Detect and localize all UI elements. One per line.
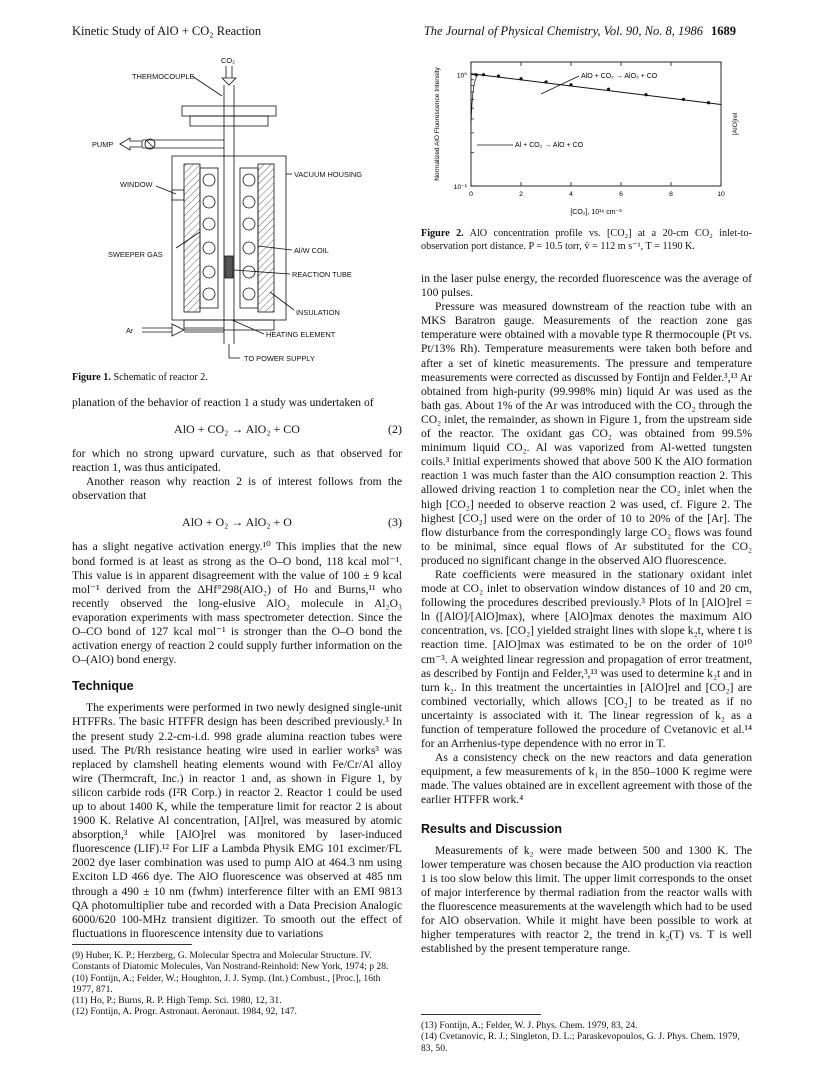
data-point	[644, 93, 647, 96]
equation-2	[72, 422, 402, 437]
data-point	[474, 73, 477, 76]
formation-curve	[471, 75, 479, 126]
running-head-left: Kinetic Study of AlO + CO₂ Reaction	[72, 24, 262, 38]
footnotes-left	[72, 950, 402, 1018]
paragraph-left-5: The experiments were performed in two newly designed single-unit HTFFRs. The basic HTFFR design has been described previously.³ In the present study 2.2-cm-i.d. 998 grade alumina reaction tubes were used. The Pt/Rh resistance heating wire used in earlier works³ was replaced by clamshell heating elements wound with Fe/Cr/Al alloy wire (Thermcraft, Inc.) in reactor 1 and, as shown in Figure 1, by silicon carbide rods (I²R Corp.) in reactor 2. Reactor 1 could be used up to about 1400 K, while the temperature limit for reactor 2 is about 1900 K. Relative Al concentration, [Al]rel, was measured by atomic absorption,³ while [AlO]rel was monitored by laser-induced fluorescence (LIF).¹² For LIF a Lambda Physik EMG 101 excimer/FL 2002 dye laser combination was used to pump AlO at 464.3 nm using Exciton LD 466 dye. The AlO fluorescence was observed at 485 nm through a 490 ± 10 nm (fwhm) interference filter with an EMI 9813 QA photomultiplier tube and recorded with a Data Precision Analogic 6000/620 100-MHz transient digitizer. To smooth out the effect of fluctuations in fluorescence intensity due to variations	[72, 701, 402, 940]
figure1-caption	[72, 372, 402, 385]
footnote-10: (10) Fontijn, A.; Felder, W.; Houghton, J. J. Symp. (Int.) Combust., [Proc.], 16th 1977, 871.	[72, 972, 381, 995]
data-point	[707, 101, 710, 104]
equation-3-number: (3)	[388, 515, 402, 530]
figure1-caption-label: Figure 1.	[72, 372, 111, 383]
label-thermocouple: THERMOCOUPLE	[132, 72, 195, 81]
equation-2-number: (2)	[388, 422, 402, 437]
paragraph-right-2: Pressure was measured downstream of the reaction tube with an MKS Baratron gauge. Measurements of the reaction zone gas temperature were obtained with a movable type R thermocouple (Pt vs. Pt/13% Rh). Temperature measurements were taken both before and after a set of kinetic measurements. The pressure and temperature measurements were corrected as discussed by Fontijn and Felder.³,¹³ Ar obtained from high-purity (99.998% min) liquid Ar was used as the bath gas. About 1% of the Ar was introduced with the CO₂ through the CO₂ inlet, the remainder, as shown in Figure 1, from the upstream side of the reactor. The oxidant gas CO₂ was obtained from 99.5% minimum liquid CO₂. Al was vaporized from Al-wetted tungsten coils.³ Initial experiments showed that above 500 K the AlO formation reaction 1 was much faster than the AlO consumption reaction 2. This allowed driving reaction 1 to completion near the CO₂ inlet when the high [CO₂] needed to observe reaction 2 was used, cf. Figure 2. The highest [CO₂] used were on the order of 10 to 20% of the [Ar]. The flow disturbance from the correspondingly large CO₂ flows was found to be minimal, since equal flows of Ar substituted for the CO₂ produced no significant change in the observed AlO fluorescence.	[421, 300, 752, 567]
figure1-reactor-schematic	[72, 52, 402, 364]
tick-group	[454, 62, 725, 198]
label-vacuum-housing: VACUUM HOUSING	[294, 170, 363, 179]
label-sweeper-gas: SWEEPER GAS	[108, 250, 163, 259]
data-point	[569, 83, 572, 86]
equation-3-text: AlO + O₂ → AlO₂ + O	[182, 515, 292, 530]
plot-frame	[471, 62, 721, 186]
y-axis-label-right: [AlO]rel	[732, 112, 739, 136]
figure1-caption-text: Schematic of reactor 2.	[113, 372, 208, 383]
label-power-supply: TO POWER SUPPLY	[244, 354, 315, 363]
figure2-chart	[421, 54, 752, 224]
data-point	[482, 73, 485, 76]
journal-citation: The Journal of Physical Chemistry, Vol. 90, No. 8, 1986	[423, 24, 703, 38]
x-tick-label: 4	[569, 191, 573, 198]
section-heading-results: Results and Discussion	[421, 821, 563, 836]
data-point	[544, 80, 547, 83]
equation-2-text: AlO + CO₂ → AlO₂ + CO	[174, 422, 300, 437]
equation-3	[72, 515, 402, 530]
x-tick-label: 6	[619, 191, 623, 198]
label-coil: Al/W COIL	[294, 246, 329, 255]
footnote-13: (13) Fontijn, A.; Felder, W. J. Phys. Chem. 1979, 83, 24.	[421, 1020, 638, 1031]
paragraph-right-3: Rate coefficients were measured in the stationary oxidant inlet mode at CO₂ inlet to observation window distances of 10 and 20 cm, following the procedures described previously.³ Plots of ln [AlO]rel = ln ([AlO]/[AlO]max), where [AlO]max denotes the maximum AlO concentration, vs. [CO₂] yielded straight lines with slope k₂t, where t is reaction time. [AlO]max was estimated to be on the order of 10¹⁰ cm⁻³. A weighted linear regression and propagation of error treatment, as described by Fontijn and Felder,³,¹³ was used to determine k₂t and in turn k₂. In this treatment the uncertainties in [AlO]rel and [CO₂] are combined vectorially, which allows [CO₂] to be treated as if no uncertainty is associated with it. The linear regression of k₂ as a function of temperature followed the procedure of Cvetanovic et al.¹⁴ for an Arrhenius-type dependence with no error in T.	[421, 567, 752, 751]
data-point	[607, 88, 610, 91]
left-body	[72, 396, 402, 941]
figure2-caption-text: AlO concentration profile vs. [CO₂] at a 20-cm CO₂ inlet-to-observation port distance. P = 10.5 torr, v̄ = 112 m s⁻¹, T = 1190 K.	[421, 228, 752, 252]
y-axis-label: Normalized AlO Fluorescence Intensity	[434, 67, 441, 181]
running-head-right	[424, 24, 736, 39]
y-tick-label: 10⁰	[456, 72, 467, 80]
label-ar: Ar	[126, 326, 134, 335]
footnote-14: (14) Cvetanovic, R. J.; Singleton, D. L.; Paraskevopoulos, G. J. Phys. Chem. 1979, 83, 50.	[421, 1031, 740, 1054]
section-heading-technique: Technique	[72, 679, 134, 694]
right-body	[421, 272, 752, 956]
paragraph-left-2: for which no strong upward curvature, such as that observed for reaction 1, was thus anticipated.	[72, 447, 402, 475]
x-tick-label: 0	[469, 191, 473, 198]
page-number: 1689	[711, 24, 736, 38]
label-insulation: INSULATION	[296, 308, 340, 317]
footnotes-right	[421, 1020, 752, 1054]
figure2-caption-label: Figure 2.	[421, 228, 464, 239]
data-point	[682, 98, 685, 101]
paragraph-left-1: planation of the behavior of reaction 1 a study was undertaken of	[72, 396, 374, 409]
paragraph-right-4: As a consistency check on the new reactors and data generation equipment, a few measurements of k₁ in the 850–1000 K regime were made. The values obtained are in excellent agreement with those of the earlier HTFFR work.⁴	[421, 751, 752, 807]
footnote-9: (9) Huber, K. P.; Herzberg, G. Molecular Spectra and Molecular Structure. IV. Constants of Diatomic Molecules, Van Nostrand-Reinhold: New York, 1974; p 28.	[72, 950, 389, 973]
x-tick-label: 8	[669, 191, 673, 198]
label-pump: PUMP	[92, 140, 114, 149]
label-co2: CO₂	[221, 56, 235, 65]
x-axis-label: [CO₂], 10¹⁶ cm⁻³	[570, 209, 622, 216]
paragraph-right-1: in the laser pulse energy, the recorded fluorescence was the average of 100 pulses.	[421, 272, 752, 300]
figure2-caption	[421, 228, 752, 253]
mark-group	[471, 73, 721, 145]
label-window: WINDOW	[120, 180, 153, 189]
x-tick-label: 10	[717, 191, 725, 198]
label-heating-element: HEATING ELEMENT	[266, 330, 336, 339]
paragraph-left-4: has a slight negative activation energy.¹⁰ This implies that the new bond formed is at least as strong as the O–O bond, 118 kcal mol⁻¹. This value is in apparent disagreement with the value of 100 ± 9 kcal mol⁻¹ derived from the ΔHf°298(AlO₂) of Ho and Burns,¹¹ who recently observed the long-elusive AlO₂ molecule in Al₂O₃ evaporation experiments with mass spectrometer detection. Since the O–CO bond of 127 kcal mol⁻¹ is stronger than the O–O bond the activation energy of reaction 2 could supply further information on the O–(AlO) bond energy.	[72, 540, 402, 667]
data-point	[497, 75, 500, 78]
footnote-rule-left	[72, 944, 192, 945]
annotation-reaction-1: Al + CO₂ → AlO + CO	[515, 142, 584, 149]
paragraph-right-5: Measurements of k₂ were made between 500 and 1300 K. The lower temperature was chosen because the AlO production via reaction 1 is too slow below this limit. The upper limit corresponds to the onset of major interference by thermal radiation from the reactor walls with the fluorescence measurements at the wavelength which had to be used for AlO observation. While it might have been possible to work at higher temperatures with reactor 2, the trend in k₂(T) vs. T is well established by the present temperature range.	[421, 843, 752, 956]
paragraph-left-3: Another reason why reaction 2 is of interest follows from the observation that	[72, 475, 402, 503]
annotation-reaction-2: AlO + CO₂ → AlO₂ + CO	[581, 73, 658, 80]
annotation-leader-2	[541, 76, 579, 94]
footnote-12: (12) Fontijn, A. Progr. Astronaut. Aeronaut. 1984, 92, 147.	[72, 1006, 297, 1018]
data-point	[519, 77, 522, 80]
label-reaction-tube: REACTION TUBE	[292, 270, 352, 279]
x-tick-label: 2	[519, 191, 523, 198]
y-tick-label: 10⁻¹	[453, 184, 467, 191]
footnote-rule-right	[421, 1014, 541, 1015]
footnote-11: (11) Ho, P.; Burns, R. P. High Temp. Sci. 1980, 12, 31.	[72, 995, 282, 1007]
